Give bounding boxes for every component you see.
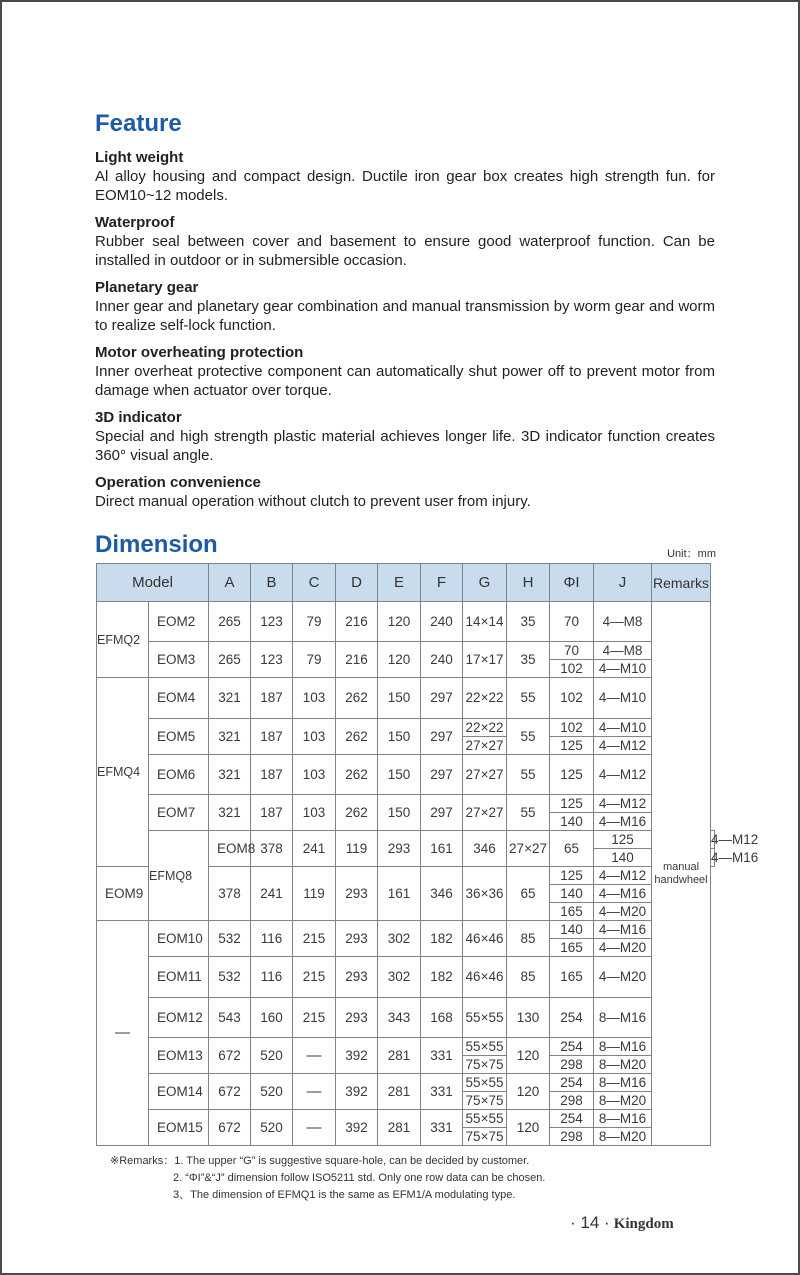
feature-title: Operation convenience [95, 474, 261, 491]
cell-b: 520 [251, 1110, 293, 1146]
cell-h: 55 [507, 755, 550, 795]
cell-h: 65 [507, 867, 550, 921]
feature-title: Waterproof [95, 214, 175, 231]
cell-c: — [293, 1074, 336, 1110]
cell-j: 8—M16 [594, 1110, 652, 1128]
cell-a: 265 [209, 602, 251, 642]
cell-g: 75×75 [463, 1092, 507, 1110]
cell-j: 4—M12 [594, 867, 652, 885]
model-cell: EOM15 [149, 1110, 209, 1146]
cell-h: 55 [507, 678, 550, 719]
cell-d: 392 [336, 1074, 378, 1110]
model-cell: EOM12 [149, 998, 209, 1038]
cell-phi: 165 [550, 957, 594, 998]
feature-list [95, 148, 715, 519]
cell-b: 187 [251, 719, 293, 755]
cell-e: 150 [378, 719, 421, 755]
cell-j: 8—M20 [594, 1056, 652, 1074]
note-prefix: ※Remarks： [110, 1155, 175, 1167]
cell-phi: 254 [550, 1074, 594, 1092]
cell-phi: 102 [550, 719, 594, 737]
cell-phi: 165 [550, 939, 594, 957]
table-row [97, 642, 715, 660]
cell-g: 55×55 [463, 1110, 507, 1128]
header-c: C [293, 564, 336, 602]
cell-h: 130 [507, 998, 550, 1038]
table-row [97, 678, 715, 716]
remarks-cell: manual handwheel [652, 602, 711, 1146]
cell-f: 182 [421, 921, 463, 957]
model-cell: EOM6 [149, 755, 209, 795]
cell-b: 241 [251, 867, 293, 921]
cell-j: 4—M12 [594, 795, 652, 813]
cell-j: 8—M20 [594, 1092, 652, 1110]
table-row [97, 755, 715, 792]
cell-j: 4—M16 [594, 813, 652, 831]
cell-a: 532 [209, 957, 251, 998]
cell-h: 85 [507, 921, 550, 957]
cell-b: 187 [251, 795, 293, 831]
cell-phi: 298 [550, 1128, 594, 1146]
cell-e: 150 [378, 755, 421, 795]
cell-e: 281 [378, 1074, 421, 1110]
cell-g: 75×75 [463, 1128, 507, 1146]
cell-g: 27×27 [507, 831, 550, 867]
model-cell: EOM9 [97, 867, 149, 921]
cell-f: 297 [421, 795, 463, 831]
table-header-row [97, 564, 715, 602]
cell-phi: 140 [550, 885, 594, 903]
feature-text: Special and high strength plastic material achieves longer life. 3D indicator function creates 360° visual angle. [95, 428, 715, 464]
cell-j: 4—M8 [594, 602, 652, 642]
note-line: 3、The dimension of EFMQ1 is the same as EFM1/A modulating type. [173, 1189, 516, 1201]
model-cell: EOM13 [149, 1038, 209, 1074]
cell-f: 297 [421, 755, 463, 795]
cell-phi: 102 [550, 678, 594, 719]
cell-phi: 140 [594, 849, 652, 867]
note-line [110, 1153, 545, 1170]
cell-j: 4—M10 [594, 660, 652, 678]
feature-heading: Feature [95, 110, 182, 137]
feature-item [95, 408, 715, 465]
feature-item [95, 473, 715, 511]
cell-d: 262 [336, 719, 378, 755]
cell-c: 79 [293, 602, 336, 642]
dimension-table [96, 563, 759, 1146]
model-cell: EOM7 [149, 795, 209, 831]
cell-h: 55 [507, 795, 550, 831]
cell-f: 331 [421, 1038, 463, 1074]
feature-text: Rubber seal between cover and basement to ensure good waterproof function. Can be installed in outdoor or in submersible occasion. [95, 233, 715, 269]
cell-phi: 70 [550, 642, 594, 660]
cell-a: 543 [209, 998, 251, 1038]
cell-j: 4—M20 [594, 957, 652, 998]
table-row [97, 921, 715, 939]
feature-text: Inner gear and planetary gear combination and manual transmission by worm gear and worm to realize self-lock function. [95, 298, 715, 334]
cell-g: 75×75 [463, 1056, 507, 1074]
feature-item [95, 213, 715, 270]
feature-title: Planetary gear [95, 279, 199, 296]
cell-d: 216 [336, 642, 378, 678]
header-d: D [336, 564, 378, 602]
cell-h: 120 [507, 1074, 550, 1110]
cell-g: 55×55 [463, 1074, 507, 1092]
cell-d: 293 [378, 831, 421, 867]
cell-c: 103 [293, 678, 336, 719]
feature-title: 3D indicator [95, 409, 182, 426]
table-row [97, 795, 715, 813]
note-text: 1. The upper “G” is suggestive square-hole, can be decided by customer. [174, 1155, 530, 1167]
cell-b: 520 [251, 1074, 293, 1110]
cell-e: 302 [378, 957, 421, 998]
model-cell: EOM14 [149, 1074, 209, 1110]
cell-h: 35 [507, 642, 550, 678]
cell-g: 22×22 [463, 678, 507, 719]
cell-phi: 298 [550, 1092, 594, 1110]
cell-j: 4—M10 [594, 678, 652, 719]
cell-f: 297 [421, 678, 463, 719]
cell-d: 262 [336, 755, 378, 795]
cell-d: 392 [336, 1110, 378, 1146]
cell-f: 346 [463, 831, 507, 867]
cell-a: 265 [209, 642, 251, 678]
cell-phi: 125 [550, 867, 594, 885]
series-cell: — [97, 921, 149, 1146]
cell-b: 187 [251, 755, 293, 795]
header-f: F [421, 564, 463, 602]
cell-a: 378 [209, 867, 251, 921]
cell-phi: 140 [550, 921, 594, 939]
header-b: B [251, 564, 293, 602]
cell-j: 4—M20 [594, 903, 652, 921]
header-model: Model [97, 564, 209, 602]
cell-phi: 125 [594, 831, 652, 849]
cell-c: 103 [293, 719, 336, 755]
cell-a: 672 [209, 1038, 251, 1074]
cell-j: 4—M12 [711, 831, 759, 847]
cell-j: 4—M8 [594, 642, 652, 660]
cell-e: 150 [378, 678, 421, 719]
cell-a: 321 [209, 678, 251, 719]
cell-phi: 140 [550, 813, 594, 831]
cell-j: 4—M12 [594, 755, 652, 795]
header-remarks: Remarks [652, 564, 711, 602]
cell-h: 120 [507, 1038, 550, 1074]
cell-c: 119 [293, 867, 336, 921]
cell-b: 520 [251, 1038, 293, 1074]
note-line: 2. “ΦI”&“J” dimension follow ISO5211 std. Only one row data can be chosen. [173, 1172, 546, 1184]
cell-a: 672 [209, 1110, 251, 1146]
cell-g: 27×27 [463, 795, 507, 831]
cell-a: 321 [209, 795, 251, 831]
cell-c: — [293, 1110, 336, 1146]
cell-d: 293 [336, 867, 378, 921]
header-phi: ΦI [550, 564, 594, 602]
model-cell: EOM8 [209, 831, 251, 867]
header-j: J [594, 564, 652, 602]
table-row [97, 1038, 715, 1056]
cell-d: 293 [336, 998, 378, 1038]
cell-g: 27×27 [463, 737, 507, 755]
cell-j: 4—M10 [594, 719, 652, 737]
cell-e: 161 [421, 831, 463, 867]
cell-phi: 125 [550, 755, 594, 795]
cell-g: 55×55 [463, 1038, 507, 1056]
remarks-notes [110, 1153, 545, 1204]
cell-h: 120 [507, 1110, 550, 1146]
cell-g: 36×36 [463, 867, 507, 921]
cell-b: 187 [251, 678, 293, 719]
cell-c: 103 [293, 795, 336, 831]
cell-f: 182 [421, 957, 463, 998]
cell-g: 14×14 [463, 602, 507, 642]
cell-j: 8—M16 [594, 1038, 652, 1056]
cell-g: 46×46 [463, 957, 507, 998]
cell-phi: 254 [550, 1110, 594, 1128]
header-h: H [507, 564, 550, 602]
cell-f: 240 [421, 642, 463, 678]
cell-b: 160 [251, 998, 293, 1038]
cell-h: 35 [507, 602, 550, 642]
cell-b: 116 [251, 957, 293, 998]
cell-d: 262 [336, 678, 378, 719]
cell-d: 216 [336, 602, 378, 642]
table-row [97, 719, 715, 737]
cell-j: 8—M16 [594, 1074, 652, 1092]
cell-j: 4—M16 [711, 849, 759, 865]
page-footer [570, 1213, 674, 1233]
cell-phi: 70 [550, 602, 594, 642]
cell-d: 293 [336, 921, 378, 957]
cell-e: 343 [378, 998, 421, 1038]
feature-item [95, 148, 715, 205]
table-row [97, 1074, 715, 1092]
header-g: G [463, 564, 507, 602]
cell-phi: 102 [550, 660, 594, 678]
cell-d: 262 [336, 795, 378, 831]
cell-e: 120 [378, 642, 421, 678]
cell-f: 168 [421, 998, 463, 1038]
brand-name: Kingdom [613, 1216, 674, 1232]
cell-b: 241 [293, 831, 336, 867]
cell-d: 392 [336, 1038, 378, 1074]
cell-j: 4—M16 [594, 921, 652, 939]
cell-a: 672 [209, 1074, 251, 1110]
cell-c: 119 [336, 831, 378, 867]
header-e: E [378, 564, 421, 602]
cell-g: 27×27 [463, 755, 507, 795]
table-row [97, 1110, 715, 1128]
cell-j: 8—M20 [594, 1128, 652, 1146]
feature-item [95, 278, 715, 335]
cell-g: 46×46 [463, 921, 507, 957]
cell-phi: 165 [550, 903, 594, 921]
cell-j: 8—M16 [594, 998, 652, 1038]
page-number: · 14 · [570, 1213, 610, 1232]
cell-j: 4—M20 [594, 939, 652, 957]
cell-a: 378 [251, 831, 293, 867]
cell-phi: 298 [550, 1056, 594, 1074]
model-cell: EOM4 [149, 678, 209, 719]
cell-f: 240 [421, 602, 463, 642]
cell-c: 215 [293, 998, 336, 1038]
feature-text: Al alloy housing and compact design. Ductile iron gear box creates high strength fun. for EOM10~12 models. [95, 168, 715, 204]
cell-g: 55×55 [463, 998, 507, 1038]
model-cell: EOM2 [149, 602, 209, 642]
feature-text: Inner overheat protective component can automatically shut power off to prevent motor from damage when actuator over torque. [95, 363, 715, 399]
model-cell: EOM10 [149, 921, 209, 957]
model-cell: EOM5 [149, 719, 209, 755]
table-row [97, 602, 715, 639]
cell-e: 302 [378, 921, 421, 957]
cell-c: 215 [293, 957, 336, 998]
cell-h: 85 [507, 957, 550, 998]
unit-label: Unit：mm [667, 548, 716, 560]
cell-f: 297 [421, 719, 463, 755]
feature-title: Light weight [95, 149, 184, 166]
series-cell: EFMQ2 [97, 602, 149, 678]
cell-a: 321 [209, 755, 251, 795]
table-row [97, 957, 715, 995]
cell-e: 281 [378, 1110, 421, 1146]
header-a: A [209, 564, 251, 602]
feature-title: Motor overheating protection [95, 344, 304, 361]
cell-e: 120 [378, 602, 421, 642]
cell-b: 116 [251, 921, 293, 957]
cell-c: 103 [293, 755, 336, 795]
cell-b: 123 [251, 602, 293, 642]
cell-c: 215 [293, 921, 336, 957]
cell-g: 22×22 [463, 719, 507, 737]
cell-e: 150 [378, 795, 421, 831]
cell-f: 331 [421, 1110, 463, 1146]
feature-item [95, 343, 715, 400]
cell-f: 346 [421, 867, 463, 921]
cell-phi: 125 [550, 737, 594, 755]
feature-text: Direct manual operation without clutch to prevent user from injury. [95, 493, 531, 510]
cell-e: 161 [378, 867, 421, 921]
series-cell: EFMQ4 [97, 678, 149, 867]
cell-c: — [293, 1038, 336, 1074]
cell-f: 331 [421, 1074, 463, 1110]
cell-d: 293 [336, 957, 378, 998]
cell-phi: 125 [550, 795, 594, 813]
cell-e: 281 [378, 1038, 421, 1074]
cell-c: 79 [293, 642, 336, 678]
cell-h: 65 [550, 831, 594, 867]
cell-phi: 254 [550, 998, 594, 1038]
cell-b: 123 [251, 642, 293, 678]
table-row [97, 831, 715, 849]
cell-h: 55 [507, 719, 550, 755]
cell-a: 532 [209, 921, 251, 957]
table-row [97, 998, 715, 1035]
model-cell: EOM11 [149, 957, 209, 998]
cell-a: 321 [209, 719, 251, 755]
series-cell: EFMQ8 [149, 831, 209, 921]
cell-j: 4—M16 [594, 885, 652, 903]
model-cell: EOM3 [149, 642, 209, 678]
cell-j: 4—M12 [594, 737, 652, 755]
cell-phi: 254 [550, 1038, 594, 1056]
cell-g: 17×17 [463, 642, 507, 678]
dimension-heading: Dimension [95, 531, 218, 558]
